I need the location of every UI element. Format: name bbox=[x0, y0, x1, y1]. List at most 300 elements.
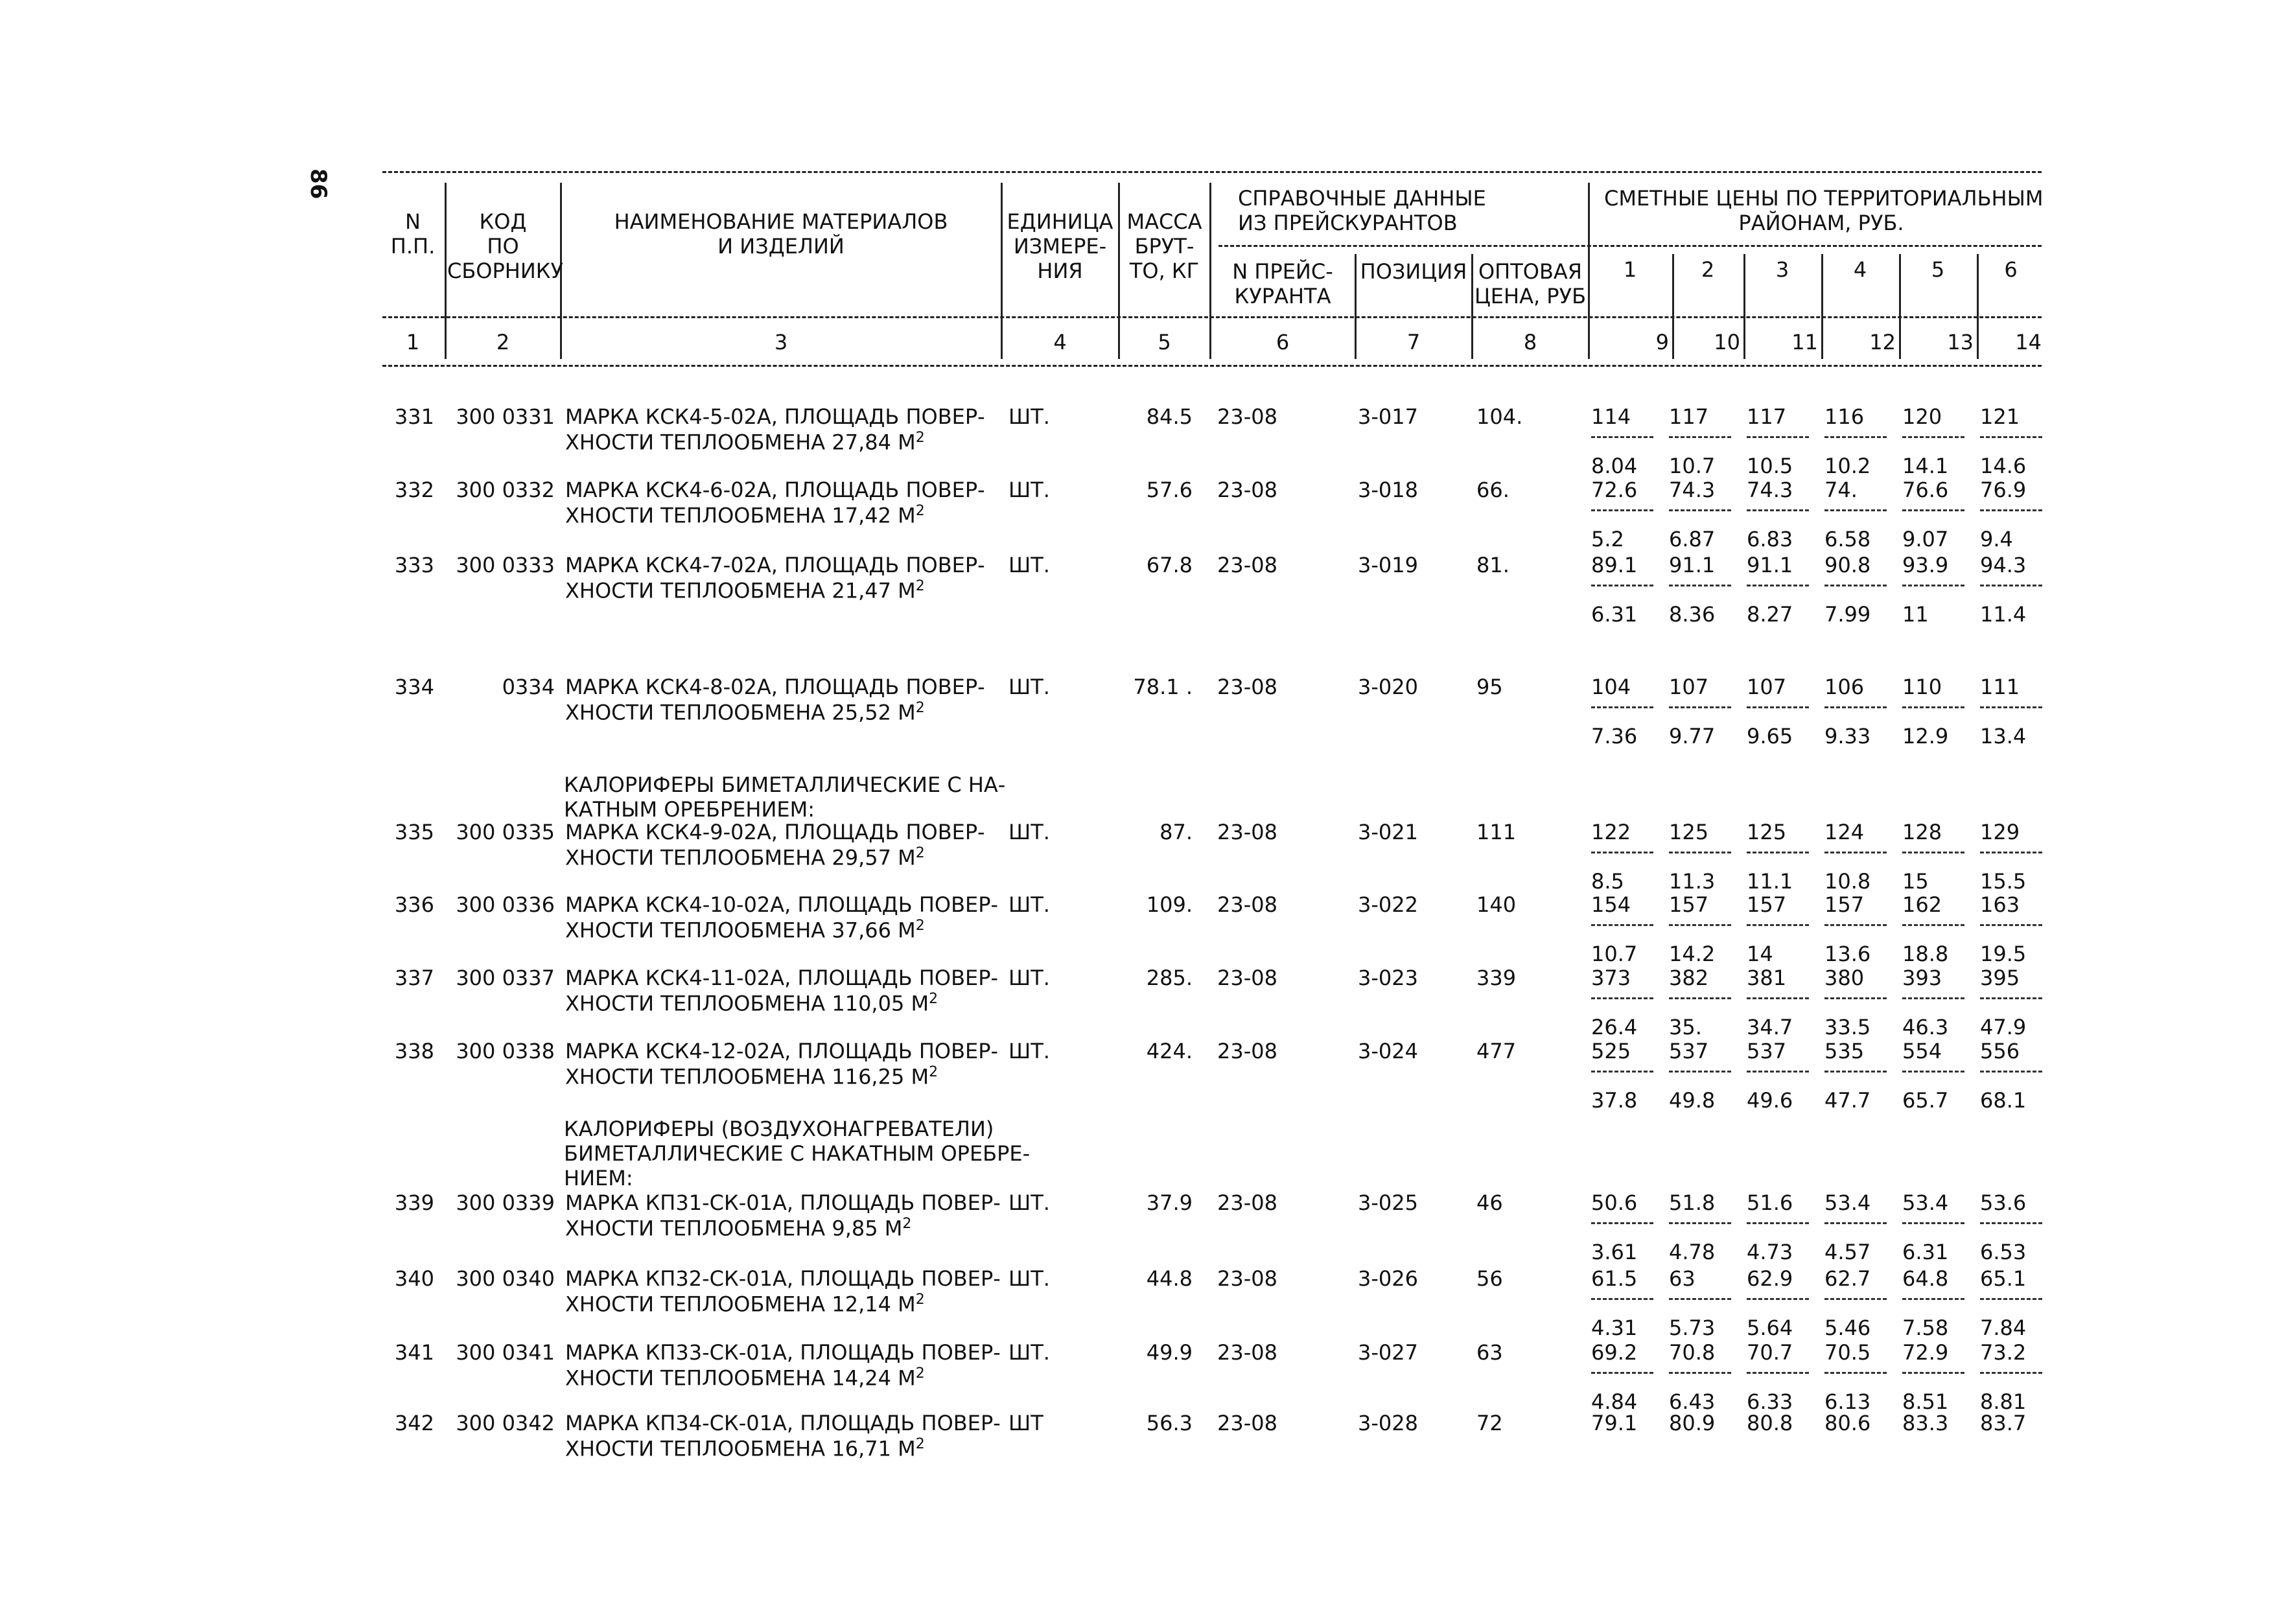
row-price: 154 bbox=[1591, 892, 1631, 917]
row-price: 91.1 bbox=[1747, 553, 1793, 577]
row-subprice: 65.7 bbox=[1902, 1088, 1949, 1113]
row-name: ХНОСТИ ТЕПЛООБМЕНА 37,66 $М^2$ bbox=[565, 918, 925, 943]
row-subprice: 49.6 bbox=[1747, 1088, 1793, 1113]
price-separator bbox=[1591, 1222, 1653, 1224]
row-number: 340 bbox=[394, 1266, 434, 1291]
header-divider bbox=[1743, 254, 1745, 359]
row-price: 53.4 bbox=[1902, 1190, 1949, 1215]
column-number: 10 bbox=[1714, 330, 1740, 354]
row-price: 62.9 bbox=[1747, 1266, 1793, 1291]
row-mass: 78.1 . bbox=[1133, 675, 1193, 699]
row-price: 80.6 bbox=[1824, 1411, 1871, 1435]
price-separator bbox=[1902, 1222, 1964, 1224]
row-subprice: 18.8 bbox=[1902, 942, 1949, 966]
row-subprice: 8.81 bbox=[1980, 1389, 2027, 1414]
row-subprice: 68.1 bbox=[1980, 1088, 2027, 1113]
header-divider bbox=[1209, 183, 1211, 359]
row-position: 3-021 bbox=[1358, 820, 1418, 844]
row-mass: 87. bbox=[1159, 820, 1193, 844]
row-code: 300 0337 bbox=[456, 966, 555, 990]
row-price: 110 bbox=[1902, 675, 1942, 699]
price-separator bbox=[1902, 436, 1964, 438]
row-price: 80.9 bbox=[1669, 1411, 1716, 1435]
price-separator bbox=[1591, 585, 1653, 586]
group-heading: КАЛОРИФЕРЫ (ВОЗДУХОНАГРЕВАТЕЛИ) БИМЕТАЛЛИЧЕСКИЕ С НАКАТНЫМ ОРЕБРЕ- НИЕМ: bbox=[564, 1117, 1031, 1190]
unit-superscript: 2 bbox=[915, 578, 925, 594]
row-mass: 109. bbox=[1146, 892, 1193, 917]
column-number: 9 bbox=[1655, 330, 1669, 354]
price-separator bbox=[1980, 997, 2042, 999]
row-unit: ШТ. bbox=[1008, 675, 1050, 699]
row-price: 556 bbox=[1980, 1039, 2020, 1063]
row-name: МАРКА КП31-СК-01А, ПЛОЩАДЬ ПОВЕР- bbox=[565, 1190, 1001, 1215]
row-unit: ШТ. bbox=[1008, 404, 1050, 429]
row-unit: ШТ. bbox=[1008, 966, 1050, 990]
row-subprice: 46.3 bbox=[1902, 1015, 1949, 1039]
price-separator bbox=[1747, 1298, 1809, 1300]
unit-superscript: 2 bbox=[915, 918, 925, 934]
district-label: 4 bbox=[1853, 257, 1867, 282]
column-number: 14 bbox=[2015, 330, 2042, 354]
row-subprice: 9.07 bbox=[1902, 527, 1949, 551]
row-price: 395 bbox=[1980, 966, 2020, 990]
ref-group-header: СПРАВОЧНЫЕ ДАННЫЕ ИЗ ПРЕЙСКУРАНТОВ bbox=[1238, 186, 1486, 235]
header-divider bbox=[1977, 254, 1979, 359]
row-code: 300 0335 bbox=[456, 820, 555, 844]
price-separator bbox=[1980, 924, 2042, 926]
price-separator bbox=[1824, 1071, 1887, 1073]
row-wholesale: 66. bbox=[1476, 478, 1509, 502]
row-subprice: 4.57 bbox=[1824, 1240, 1871, 1264]
row-price: 76.9 bbox=[1980, 478, 2027, 502]
price-separator bbox=[1902, 509, 1964, 511]
row-number: 334 bbox=[394, 675, 434, 699]
row-price: 74.3 bbox=[1669, 478, 1716, 502]
row-unit: ШТ bbox=[1008, 1411, 1043, 1435]
price-separator bbox=[1591, 1071, 1653, 1073]
row-name: МАРКА КП33-СК-01А, ПЛОЩАДЬ ПОВЕР- bbox=[565, 1340, 1001, 1365]
col5-header: МАССА БРУТ- ТО, КГ bbox=[1126, 209, 1202, 283]
row-pricelist: 23-08 bbox=[1217, 966, 1277, 990]
row-subprice: 6.87 bbox=[1669, 527, 1716, 551]
row-price: 111 bbox=[1980, 675, 2020, 699]
price-separator bbox=[1591, 706, 1653, 708]
row-price: 91.1 bbox=[1669, 553, 1716, 577]
row-price: 53.6 bbox=[1980, 1190, 2027, 1215]
row-price: 122 bbox=[1591, 820, 1631, 844]
row-position: 3-017 bbox=[1358, 404, 1418, 429]
price-separator bbox=[1980, 1298, 2042, 1300]
header-divider bbox=[1821, 254, 1823, 359]
row-price: 51.8 bbox=[1669, 1190, 1716, 1215]
row-position: 3-018 bbox=[1358, 478, 1418, 502]
row-subprice: 11 bbox=[1902, 602, 1929, 627]
row-pricelist: 23-08 bbox=[1217, 675, 1277, 699]
page-number: 86 bbox=[305, 168, 331, 200]
row-wholesale: 140 bbox=[1476, 892, 1517, 917]
row-price: 157 bbox=[1669, 892, 1709, 917]
row-number: 341 bbox=[394, 1340, 434, 1365]
row-subprice: 7.36 bbox=[1591, 724, 1638, 748]
row-subprice: 12.9 bbox=[1902, 724, 1949, 748]
price-separator bbox=[1980, 1372, 2042, 1374]
row-position: 3-025 bbox=[1358, 1190, 1418, 1215]
row-code: 300 0332 bbox=[456, 478, 555, 502]
row-price: 381 bbox=[1747, 966, 1787, 990]
price-separator bbox=[1980, 706, 2042, 708]
row-price: 129 bbox=[1980, 820, 2020, 844]
row-subprice: 9.33 bbox=[1824, 724, 1871, 748]
row-price: 116 bbox=[1824, 404, 1865, 429]
row-pricelist: 23-08 bbox=[1217, 820, 1277, 844]
row-name: МАРКА КСК4-7-02А, ПЛОЩАДЬ ПОВЕР- bbox=[565, 553, 985, 577]
price-separator bbox=[1824, 436, 1887, 438]
price-separator bbox=[1824, 1372, 1887, 1374]
row-pricelist: 23-08 bbox=[1217, 1039, 1277, 1063]
row-name: МАРКА КСК4-11-02А, ПЛОЩАДЬ ПОВЕР- bbox=[565, 966, 999, 990]
col8-header: ОПТОВАЯ ЦЕНА, РУБ bbox=[1474, 259, 1587, 308]
row-unit: ШТ. bbox=[1008, 1190, 1050, 1215]
row-number: 335 bbox=[394, 820, 434, 844]
row-code: 300 0341 bbox=[456, 1340, 555, 1365]
group-heading: КАЛОРИФЕРЫ БИМЕТАЛЛИЧЕСКИЕ С НА- КАТНЫМ ОРЕБРЕНИЕМ: bbox=[564, 772, 1006, 822]
row-unit: ШТ. bbox=[1008, 553, 1050, 577]
price-separator bbox=[1902, 585, 1964, 586]
header-divider bbox=[1118, 183, 1120, 359]
row-price: 125 bbox=[1669, 820, 1709, 844]
price-separator bbox=[1591, 436, 1653, 438]
row-subprice: 14.1 bbox=[1902, 454, 1949, 478]
col2-header: КОД ПО СБОРНИКУ bbox=[447, 209, 563, 283]
row-subprice: 3.61 bbox=[1591, 1240, 1638, 1264]
price-separator bbox=[1747, 1222, 1809, 1224]
row-price: 124 bbox=[1824, 820, 1865, 844]
price-separator bbox=[1824, 585, 1887, 586]
row-price: 62.7 bbox=[1824, 1266, 1871, 1291]
row-price: 382 bbox=[1669, 966, 1709, 990]
row-price: 70.8 bbox=[1669, 1340, 1716, 1365]
row-subprice: 8.27 bbox=[1747, 602, 1793, 627]
row-subprice: 4.84 bbox=[1591, 1389, 1638, 1414]
row-mass: 44.8 bbox=[1146, 1266, 1193, 1291]
column-number: 4 bbox=[1053, 330, 1067, 354]
row-name: МАРКА КСК4-10-02А, ПЛОЩАДЬ ПОВЕР- bbox=[565, 892, 999, 917]
price-separator bbox=[1902, 924, 1964, 926]
row-subprice: 9.4 bbox=[1980, 527, 2013, 551]
price-separator bbox=[1591, 852, 1653, 853]
row-position: 3-026 bbox=[1358, 1266, 1418, 1291]
price-separator bbox=[1591, 1298, 1653, 1300]
row-subprice: 5.73 bbox=[1669, 1316, 1716, 1340]
row-subprice: 15 bbox=[1902, 869, 1929, 894]
row-subprice: 10.7 bbox=[1669, 454, 1716, 478]
row-price: 157 bbox=[1747, 892, 1787, 917]
row-price: 70.7 bbox=[1747, 1340, 1793, 1365]
district-label: 3 bbox=[1775, 257, 1789, 282]
price-separator bbox=[1747, 924, 1809, 926]
row-price: 393 bbox=[1902, 966, 1942, 990]
row-wholesale: 56 bbox=[1476, 1266, 1503, 1291]
price-separator bbox=[1902, 1298, 1964, 1300]
row-unit: ШТ. bbox=[1008, 1039, 1050, 1063]
price-separator bbox=[1824, 852, 1887, 853]
row-name: ХНОСТИ ТЕПЛООБМЕНА 9,85 $М^2$ bbox=[565, 1216, 912, 1241]
row-price: 525 bbox=[1591, 1039, 1631, 1063]
price-separator bbox=[1747, 509, 1809, 511]
unit-superscript: 2 bbox=[915, 700, 925, 716]
row-name: ХНОСТИ ТЕПЛООБМЕНА 12,14 $М^2$ bbox=[565, 1292, 925, 1317]
row-price: 63 bbox=[1669, 1266, 1696, 1291]
row-price: 537 bbox=[1747, 1039, 1787, 1063]
row-pricelist: 23-08 bbox=[1217, 478, 1277, 502]
price-separator bbox=[1747, 436, 1809, 438]
row-subprice: 5.46 bbox=[1824, 1316, 1871, 1340]
price-separator bbox=[1669, 436, 1731, 438]
price-separator bbox=[1669, 509, 1731, 511]
row-wholesale: 104. bbox=[1476, 404, 1523, 429]
price-separator bbox=[1669, 997, 1731, 999]
row-subprice: 11.4 bbox=[1980, 602, 2027, 627]
price-separator bbox=[1747, 706, 1809, 708]
row-subprice: 8.51 bbox=[1902, 1389, 1949, 1414]
row-subprice: 6.33 bbox=[1747, 1389, 1793, 1414]
row-number: 338 bbox=[394, 1039, 434, 1063]
price-separator bbox=[1747, 585, 1809, 586]
price-separator bbox=[1747, 997, 1809, 999]
price-separator bbox=[1902, 852, 1964, 853]
row-price: 125 bbox=[1747, 820, 1787, 844]
header-divider bbox=[1355, 254, 1357, 359]
header-divider bbox=[1001, 183, 1003, 359]
row-price: 128 bbox=[1902, 820, 1942, 844]
row-name: ХНОСТИ ТЕПЛООБМЕНА 16,71 $М^2$ bbox=[565, 1436, 925, 1461]
row-price: 117 bbox=[1669, 404, 1709, 429]
column-number: 8 bbox=[1523, 330, 1537, 354]
row-pricelist: 23-08 bbox=[1217, 1411, 1277, 1435]
header-divider bbox=[1471, 254, 1473, 359]
row-code: 300 0331 bbox=[456, 404, 555, 429]
row-subprice: 7.84 bbox=[1980, 1316, 2027, 1340]
row-code: 300 0333 bbox=[456, 553, 555, 577]
row-price: 89.1 bbox=[1591, 553, 1638, 577]
row-price: 79.1 bbox=[1591, 1411, 1638, 1435]
price-separator bbox=[1747, 1372, 1809, 1374]
row-subprice: 6.13 bbox=[1824, 1389, 1871, 1414]
row-subprice: 11.3 bbox=[1669, 869, 1716, 894]
price-separator bbox=[1980, 1222, 2042, 1224]
price-separator bbox=[1669, 1071, 1731, 1073]
row-price: 83.7 bbox=[1980, 1411, 2027, 1435]
row-name: ХНОСТИ ТЕПЛООБМЕНА 14,24 $М^2$ bbox=[565, 1365, 925, 1391]
price-separator bbox=[1824, 509, 1887, 511]
row-price: 65.1 bbox=[1980, 1266, 2027, 1291]
row-number: 332 bbox=[394, 478, 434, 502]
header-divider bbox=[1899, 254, 1901, 359]
row-unit: ШТ. bbox=[1008, 478, 1050, 502]
row-unit: ШТ. bbox=[1008, 820, 1050, 844]
col4-header: ЕДИНИЦА ИЗМЕРЕ- НИЯ bbox=[1007, 209, 1113, 283]
row-mass: 424. bbox=[1146, 1039, 1193, 1063]
row-subprice: 6.58 bbox=[1824, 527, 1871, 551]
row-wholesale: 95 bbox=[1476, 675, 1503, 699]
price-separator bbox=[1824, 1222, 1887, 1224]
row-name: ХНОСТИ ТЕПЛООБМЕНА 21,47 $М^2$ bbox=[565, 578, 925, 603]
price-separator bbox=[1980, 1071, 2042, 1073]
district-label: 6 bbox=[2004, 257, 2018, 282]
row-subprice: 6.31 bbox=[1591, 602, 1638, 627]
unit-superscript: 2 bbox=[915, 845, 925, 861]
row-price: 64.8 bbox=[1902, 1266, 1949, 1291]
row-wholesale: 477 bbox=[1476, 1039, 1517, 1063]
header-sub-rule bbox=[382, 316, 2042, 318]
price-group-header: СМЕТНЫЕ ЦЕНЫ ПО ТЕРРИТОРИАЛЬНЫМ РАЙОНАМ, РУБ. bbox=[1604, 186, 2044, 235]
row-subprice: 4.78 bbox=[1669, 1240, 1716, 1264]
row-price: 72.9 bbox=[1902, 1340, 1949, 1365]
row-price: 107 bbox=[1747, 675, 1787, 699]
row-subprice: 47.7 bbox=[1824, 1088, 1871, 1113]
row-wholesale: 72 bbox=[1476, 1411, 1503, 1435]
row-number: 339 bbox=[394, 1190, 434, 1215]
col3-header: НАИМЕНОВАНИЕ МАТЕРИАЛОВ И ИЗДЕЛИЙ bbox=[614, 209, 948, 259]
row-subprice: 14.6 bbox=[1980, 454, 2027, 478]
price-separator bbox=[1980, 585, 2042, 586]
price-separator bbox=[1669, 1222, 1731, 1224]
row-price: 51.6 bbox=[1747, 1190, 1793, 1215]
col6-header: N ПРЕЙС- КУРАНТА bbox=[1232, 259, 1333, 308]
column-number: 11 bbox=[1791, 330, 1818, 354]
row-mass: 285. bbox=[1146, 966, 1193, 990]
price-separator bbox=[1669, 1298, 1731, 1300]
row-name: МАРКА КСК4-5-02А, ПЛОЩАДЬ ПОВЕР- bbox=[565, 404, 985, 429]
column-number: 3 bbox=[774, 330, 788, 354]
row-wholesale: 46 bbox=[1476, 1190, 1503, 1215]
row-name: МАРКА КСК4-8-02А, ПЛОЩАДЬ ПОВЕР- bbox=[565, 675, 985, 699]
row-subprice: 33.5 bbox=[1824, 1015, 1871, 1039]
unit-superscript: 2 bbox=[915, 1292, 925, 1308]
price-separator bbox=[1902, 997, 1964, 999]
row-name: МАРКА КСК4-9-02А, ПЛОЩАДЬ ПОВЕР- bbox=[565, 820, 985, 844]
row-name: ХНОСТИ ТЕПЛООБМЕНА 110,05 $М^2$ bbox=[565, 991, 938, 1016]
row-position: 3-028 bbox=[1358, 1411, 1418, 1435]
unit-superscript: 2 bbox=[902, 1216, 912, 1232]
row-subprice: 10.5 bbox=[1747, 454, 1793, 478]
row-subprice: 10.7 bbox=[1591, 942, 1638, 966]
row-subprice: 8.5 bbox=[1591, 869, 1624, 894]
row-price: 107 bbox=[1669, 675, 1709, 699]
row-number: 336 bbox=[394, 892, 434, 917]
price-separator bbox=[1591, 1372, 1653, 1374]
row-code: 300 0338 bbox=[456, 1039, 555, 1063]
row-subprice: 13.4 bbox=[1980, 724, 2027, 748]
row-subprice: 10.8 bbox=[1824, 869, 1871, 894]
row-wholesale: 63 bbox=[1476, 1340, 1503, 1365]
row-subprice: 6.53 bbox=[1980, 1240, 2027, 1264]
row-subprice: 6.43 bbox=[1669, 1389, 1716, 1414]
price-separator bbox=[1669, 1372, 1731, 1374]
row-subprice: 15.5 bbox=[1980, 869, 2027, 894]
price-separator bbox=[1980, 509, 2042, 511]
row-mass: 84.5 bbox=[1146, 404, 1193, 429]
row-number: 342 bbox=[394, 1411, 434, 1435]
row-mass: 56.3 bbox=[1146, 1411, 1193, 1435]
row-name: ХНОСТИ ТЕПЛООБМЕНА 116,25 $М^2$ bbox=[565, 1064, 938, 1089]
price-separator bbox=[1824, 706, 1887, 708]
price-separator bbox=[1747, 1071, 1809, 1073]
price-separator bbox=[1669, 852, 1731, 853]
district-label: 5 bbox=[1931, 257, 1945, 282]
row-pricelist: 23-08 bbox=[1217, 1340, 1277, 1365]
row-price: 72.6 bbox=[1591, 478, 1638, 502]
row-subprice: 47.9 bbox=[1980, 1015, 2027, 1039]
row-subprice: 11.1 bbox=[1747, 869, 1793, 894]
price-separator bbox=[1980, 852, 2042, 853]
row-position: 3-019 bbox=[1358, 553, 1418, 577]
row-position: 3-020 bbox=[1358, 675, 1418, 699]
row-subprice: 7.58 bbox=[1902, 1316, 1949, 1340]
column-number: 1 bbox=[406, 330, 420, 354]
row-price: 74.3 bbox=[1747, 478, 1793, 502]
row-price: 380 bbox=[1824, 966, 1865, 990]
row-number: 337 bbox=[394, 966, 434, 990]
unit-superscript: 2 bbox=[915, 430, 925, 446]
row-price: 157 bbox=[1824, 892, 1865, 917]
unit-superscript: 2 bbox=[915, 1436, 925, 1452]
row-unit: ШТ. bbox=[1008, 892, 1050, 917]
row-position: 3-022 bbox=[1358, 892, 1418, 917]
column-number: 12 bbox=[1869, 330, 1896, 354]
row-price: 537 bbox=[1669, 1039, 1709, 1063]
row-price: 117 bbox=[1747, 404, 1787, 429]
row-name: МАРКА КСК4-6-02А, ПЛОЩАДЬ ПОВЕР- bbox=[565, 478, 985, 502]
row-subprice: 6.31 bbox=[1902, 1240, 1949, 1264]
row-code: 300 0336 bbox=[456, 892, 555, 917]
price-separator bbox=[1669, 585, 1731, 586]
row-pricelist: 23-08 bbox=[1217, 553, 1277, 577]
row-code: 0334 bbox=[502, 675, 555, 699]
row-price: 120 bbox=[1902, 404, 1942, 429]
price-separator bbox=[1902, 1372, 1964, 1374]
header-divider bbox=[1672, 254, 1674, 359]
row-subprice: 34.7 bbox=[1747, 1015, 1793, 1039]
row-name: ХНОСТИ ТЕПЛООБМЕНА 27,84 $М^2$ bbox=[565, 430, 925, 455]
row-price: 162 bbox=[1902, 892, 1942, 917]
district-label: 2 bbox=[1701, 257, 1715, 282]
row-price: 61.5 bbox=[1591, 1266, 1638, 1291]
row-position: 3-024 bbox=[1358, 1039, 1418, 1063]
row-price: 74. bbox=[1824, 478, 1858, 502]
header-bottom-rule bbox=[382, 365, 2042, 367]
row-wholesale: 339 bbox=[1476, 966, 1517, 990]
row-subprice: 13.6 bbox=[1824, 942, 1871, 966]
row-code: 300 0339 bbox=[456, 1190, 555, 1215]
row-position: 3-027 bbox=[1358, 1340, 1418, 1365]
row-code: 300 0342 bbox=[456, 1411, 555, 1435]
column-number: 6 bbox=[1276, 330, 1290, 354]
row-pricelist: 23-08 bbox=[1217, 892, 1277, 917]
row-subprice: 7.99 bbox=[1824, 602, 1871, 627]
row-mass: 49.9 bbox=[1146, 1340, 1193, 1365]
row-price: 535 bbox=[1824, 1039, 1865, 1063]
row-price: 50.6 bbox=[1591, 1190, 1638, 1215]
row-mass: 37.9 bbox=[1146, 1190, 1193, 1215]
unit-superscript: 2 bbox=[929, 991, 938, 1007]
price-separator bbox=[1824, 997, 1887, 999]
row-subprice: 5.64 bbox=[1747, 1316, 1793, 1340]
row-price: 121 bbox=[1980, 404, 2020, 429]
price-separator bbox=[1980, 436, 2042, 438]
row-unit: ШТ. bbox=[1008, 1340, 1050, 1365]
column-number: 2 bbox=[496, 330, 510, 354]
